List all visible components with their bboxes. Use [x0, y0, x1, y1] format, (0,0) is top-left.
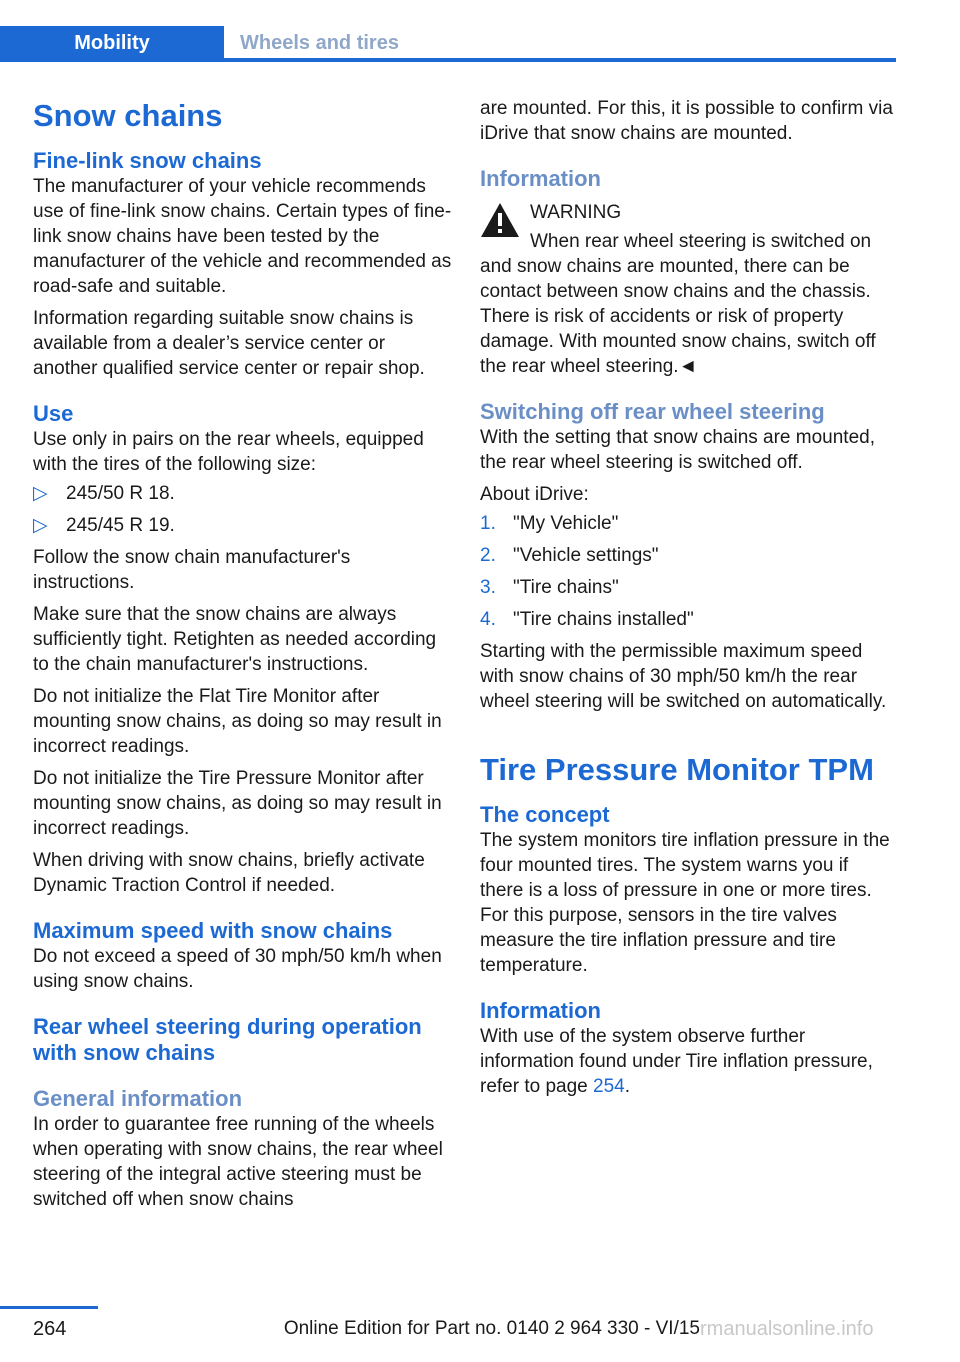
- heading-use: Use: [33, 401, 74, 426]
- edition-note: Online Edition for Part no. 0140 2 964 330 - VI/15: [283, 1318, 700, 1339]
- step-text: "Tire chains installed": [513, 609, 694, 630]
- heading-max-speed: Maximum speed with snow chains: [33, 918, 393, 943]
- warning-body-first-line: When rear wheel steering is switched on: [530, 231, 872, 252]
- triangle-bullet-icon: ▷: [33, 483, 48, 504]
- idrive-steps: [480, 511, 896, 632]
- list-item: [480, 575, 896, 600]
- paragraph-information-2: [480, 1024, 896, 1099]
- warning-body: [480, 229, 896, 379]
- paragraph-general: In order to guarantee free running of the wheels when operating with snow chains, the rear wheel steering of the integral active steering must be switched off when snow chains: [33, 1114, 443, 1210]
- list-item: [480, 543, 896, 568]
- list-item-text: 245/45 R 19.: [66, 515, 175, 536]
- list-item: [480, 511, 896, 536]
- tab-wheels-and-tires[interactable]: Wheels and tires: [240, 32, 399, 54]
- paragraph-max-speed: Do not exceed a speed of 30 mph/50 km/h when using snow chains.: [33, 946, 442, 992]
- heading-switch-off: Switching off rear wheel steering: [480, 399, 825, 424]
- paragraph-information-2-end: .: [624, 1076, 631, 1097]
- step-number: 2.: [480, 545, 496, 566]
- page-number: 264: [33, 1318, 67, 1340]
- step-text: "My Vehicle": [513, 513, 619, 534]
- heading-snow-chains: Snow chains: [33, 98, 223, 133]
- heading-general-information: General information: [33, 1086, 243, 1111]
- step-number: 4.: [480, 609, 496, 630]
- paragraph-about-idrive: About iDrive:: [480, 484, 589, 505]
- list-item: [33, 481, 453, 506]
- step-text: "Vehicle settings": [513, 545, 659, 566]
- right-column: [480, 96, 896, 1099]
- paragraph-pressure: Do not initialize the Tire Pressure Monitor after mounting snow chains, as doing so may result in incorrect readings.: [33, 768, 442, 839]
- warning-triangle-icon: [480, 202, 520, 238]
- paragraph-flat-tire: Do not initialize the Flat Tire Monitor after mounting snow chains, as doing so may result in incorrect readings.: [33, 686, 442, 757]
- paragraph-follow: Follow the snow chain manufacturer's instructions.: [33, 547, 351, 593]
- tab-mobility[interactable]: Mobility: [0, 26, 224, 62]
- heading-rear-steering: Rear wheel steering during operation with snow chains: [33, 1014, 422, 1065]
- warning-body-rest: and snow chains are mounted, there can be contact between snow chains and the chassis. There is risk of accidents or risk of property damage. With mounted snow chains, switch off the rear wheel steering.◄: [480, 256, 876, 377]
- paragraph-dtc: When driving with snow chains, briefly activate Dynamic Traction Control if needed.: [33, 850, 425, 896]
- heading-information-2: Information: [480, 998, 601, 1023]
- heading-concept: The concept: [480, 802, 610, 827]
- footer-rule: [0, 1306, 98, 1309]
- list-item-text: 245/50 R 18.: [66, 483, 175, 504]
- paragraph-use: Use only in pairs on the rear wheels, equipped with the tires of the following size:: [33, 429, 424, 475]
- list-item: [33, 513, 453, 538]
- paragraph-tight: Make sure that the snow chains are always sufficiently tight. Retighten as needed according to the chain manufacturer's instructions.: [33, 604, 437, 675]
- header-rule: [0, 58, 896, 62]
- step-number: 1.: [480, 513, 496, 534]
- page-header: [0, 26, 896, 62]
- paragraph-switch-off: With the setting that snow chains are mounted, the rear wheel steering is switched off.: [480, 427, 875, 473]
- watermark: rmanualsonline.info: [700, 1318, 874, 1340]
- triangle-bullet-icon: ▷: [33, 515, 48, 536]
- paragraph-starting: Starting with the permissible maximum speed with snow chains of 30 mph/50 km/h the rear wheel steering will be switched on automatically.: [480, 641, 887, 712]
- warning-title: WARNING: [530, 202, 622, 223]
- list-item: [480, 607, 896, 632]
- warning-box: [480, 200, 896, 379]
- step-number: 3.: [480, 577, 496, 598]
- paragraph-fine-link-2: Information regarding suitable snow chains is available from a dealer’s service center or another qualified service center or repair shop.: [33, 308, 425, 379]
- heading-fine-link: Fine-link snow chains: [33, 148, 262, 173]
- paragraph-concept: The system monitors tire inflation pressure in the four mounted tires. The system warns you if there is a loss of pressure in one or more tires. For this purpose, sensors in the tire valves measure the tire inflation pressure and tire temperature.: [480, 830, 890, 976]
- step-text: "Tire chains": [513, 577, 619, 598]
- paragraph-continue: are mounted. For this, it is possible to confirm via iDrive that snow chains are mounted.: [480, 98, 893, 144]
- heading-tpm: Tire Pressure Monitor TPM: [480, 752, 874, 787]
- paragraph-fine-link-1: The manufacturer of your vehicle recommends use of fine-link snow chains. Certain types of fine-link snow chains have been tested by the manufacturer of the vehicle and recommended as road-safe and suitable.: [33, 176, 452, 297]
- paragraph-information-2-text: With use of the system observe further information found under Tire inflation pressure, refer to page: [480, 1026, 873, 1097]
- left-column: [33, 96, 453, 1212]
- tire-size-list: [33, 481, 453, 538]
- heading-information: Information: [480, 166, 601, 191]
- page-link-254[interactable]: 254: [593, 1076, 625, 1097]
